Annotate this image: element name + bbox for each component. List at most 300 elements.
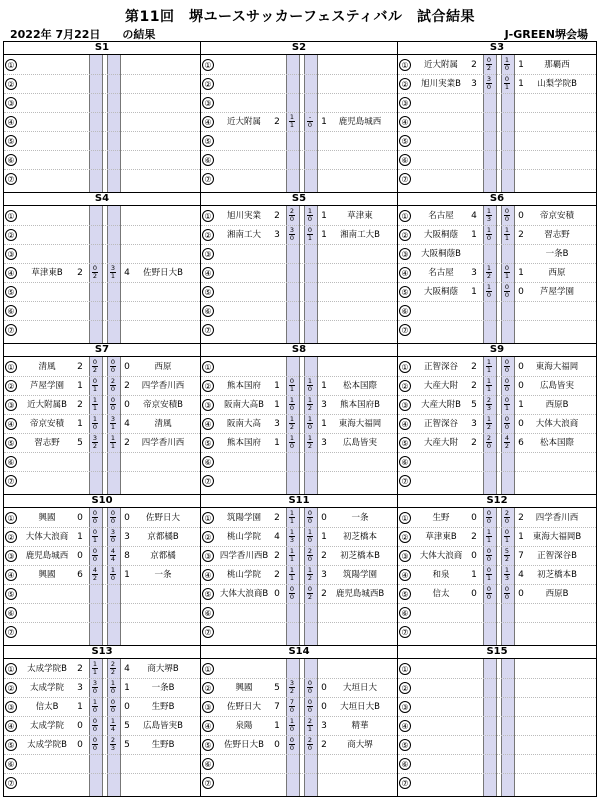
away-team: 習志野 — [544, 230, 570, 240]
away-score: 1 — [124, 570, 130, 580]
home-first-half: 1 — [289, 547, 295, 555]
home-team: 四学香川西B — [219, 551, 269, 561]
home-first-half: 2 — [486, 434, 492, 442]
home-team: 旭川実業 — [226, 211, 261, 221]
home-second-half: 0 — [92, 744, 98, 752]
away-score: 1 — [321, 532, 327, 542]
away-team: 大垣日大 — [342, 683, 377, 693]
home-team: 草津東B — [425, 532, 457, 542]
home-first-half: 3 — [92, 434, 98, 442]
away-team: 芦屋学園 — [539, 287, 574, 297]
away-second-half: 2 — [307, 442, 313, 450]
home-first-half: 0 — [289, 377, 295, 385]
match-number: ⑦ — [5, 475, 17, 487]
match-row — [4, 113, 200, 132]
home-team: 芦屋学園 — [29, 381, 64, 391]
away-first-half: 0 — [307, 585, 313, 593]
home-first-half: 1 — [289, 434, 295, 442]
block-heading: S8 — [201, 344, 397, 357]
home-second-half: 0 — [92, 423, 98, 431]
away-score: 5 — [124, 740, 130, 750]
match-row — [201, 774, 397, 792]
match-number: ⑤ — [202, 437, 214, 449]
home-score: 1 — [471, 570, 477, 580]
match-number: ⑤ — [5, 437, 17, 449]
block-heading: S6 — [398, 193, 596, 206]
away-score: 1 — [518, 532, 524, 542]
match-number: ⑤ — [5, 135, 17, 147]
away-score: 3 — [321, 438, 327, 448]
match-row — [201, 56, 397, 75]
away-team: 東海大福岡 — [535, 362, 579, 372]
away-score: 1 — [518, 60, 524, 70]
away-score: 2 — [321, 551, 327, 561]
match-row — [398, 132, 596, 151]
match-number: ② — [5, 78, 17, 90]
home-second-half: 0 — [92, 517, 98, 525]
match-number: ⑦ — [202, 324, 214, 336]
home-first-half: 3 — [289, 679, 295, 687]
away-team: 一条 — [351, 513, 369, 523]
away-first-half: 4 — [504, 434, 510, 442]
home-second-half: 1 — [92, 668, 98, 676]
match-row — [4, 415, 200, 434]
away-first-half: 0 — [504, 207, 510, 215]
match-block-s4 — [4, 193, 201, 344]
match-row — [398, 717, 596, 736]
home-team: 阪南大高 — [226, 419, 261, 429]
match-row — [398, 509, 596, 528]
home-team: 近大附属 — [226, 117, 261, 127]
home-second-half: 2 — [486, 423, 492, 431]
match-row — [4, 302, 200, 321]
home-second-half: 0 — [289, 234, 295, 242]
home-score: 0 — [77, 513, 83, 523]
away-second-half: 0 — [504, 423, 510, 431]
match-number: ④ — [399, 418, 411, 430]
away-team: 西原 — [154, 362, 172, 372]
home-score: 3 — [471, 419, 477, 429]
away-second-half: 2 — [504, 442, 510, 450]
away-second-half: 1 — [504, 83, 510, 91]
match-row — [398, 264, 596, 283]
match-number: ④ — [202, 720, 214, 732]
home-first-half: 0 — [486, 585, 492, 593]
match-number: ④ — [399, 267, 411, 279]
home-score: 2 — [274, 570, 280, 580]
match-row — [4, 660, 200, 679]
away-first-half: 1 — [307, 528, 313, 536]
away-first-half: 4 — [110, 547, 116, 555]
match-number: ⑤ — [399, 588, 411, 600]
home-second-half: 1 — [289, 555, 295, 563]
block-heading: S15 — [398, 646, 596, 659]
away-team: 鹿児島城西B — [335, 589, 385, 599]
match-row — [201, 415, 397, 434]
away-team: 東海大福岡B — [532, 532, 582, 542]
home-second-half: 0 — [289, 442, 295, 450]
match-row — [398, 170, 596, 188]
home-score: 0 — [274, 589, 280, 599]
home-score: 4 — [274, 532, 280, 542]
away-second-half: 2 — [307, 593, 313, 601]
home-score: 1 — [77, 419, 83, 429]
match-row — [398, 434, 596, 453]
match-block-s10 — [4, 495, 201, 646]
match-number: ⑥ — [202, 154, 214, 166]
match-number: ⑥ — [399, 758, 411, 770]
away-second-half: 0 — [504, 593, 510, 601]
match-row — [201, 264, 397, 283]
away-first-half: 0 — [504, 358, 510, 366]
match-row — [398, 604, 596, 623]
match-row — [201, 547, 397, 566]
home-first-half: 1 — [92, 698, 98, 706]
home-team: 大産大附B — [421, 400, 461, 410]
away-team: 四学香川西 — [141, 381, 185, 391]
home-second-half: 0 — [92, 555, 98, 563]
away-first-half: 2 — [110, 377, 116, 385]
results-grid — [3, 41, 597, 797]
block-heading: S12 — [398, 495, 596, 508]
match-row — [4, 604, 200, 623]
away-team: 商大堺B — [147, 664, 179, 674]
away-second-half: 1 — [504, 234, 510, 242]
home-second-half: 1 — [289, 574, 295, 582]
match-number: ③ — [5, 550, 17, 562]
match-row — [201, 679, 397, 698]
away-first-half: 2 — [504, 509, 510, 517]
home-first-half: 1 — [486, 377, 492, 385]
match-number: ④ — [5, 116, 17, 128]
match-row — [201, 283, 397, 302]
match-row — [398, 207, 596, 226]
home-first-half: 0 — [92, 264, 98, 272]
home-score: 1 — [471, 287, 477, 297]
match-row — [398, 358, 596, 377]
away-team: 松本国際 — [342, 381, 377, 391]
home-team: 大阪桐蔭 — [423, 230, 458, 240]
home-first-half: 1 — [486, 415, 492, 423]
away-first-half: 1 — [307, 377, 313, 385]
match-number: ⑦ — [5, 777, 17, 789]
home-score: 2 — [77, 362, 83, 372]
home-second-half: 0 — [289, 744, 295, 752]
match-number: ① — [399, 663, 411, 675]
match-row — [398, 151, 596, 170]
match-row — [4, 434, 200, 453]
match-row — [201, 151, 397, 170]
home-team: 旭川実業B — [421, 79, 461, 89]
home-first-half: 1 — [289, 509, 295, 517]
match-number: ③ — [399, 399, 411, 411]
match-row — [4, 566, 200, 585]
away-second-half: 3 — [110, 744, 116, 752]
away-team: 生野B — [151, 702, 175, 712]
home-team: 筑陽学園 — [226, 513, 261, 523]
away-team: 西原B — [545, 400, 569, 410]
away-second-half: 0 — [307, 385, 313, 393]
away-first-half: 3 — [110, 415, 116, 423]
match-row — [4, 755, 200, 774]
block-heading: S11 — [201, 495, 397, 508]
away-team: 西原B — [545, 589, 569, 599]
away-score: 0 — [321, 513, 327, 523]
home-first-half: 0 — [289, 736, 295, 744]
match-row — [4, 75, 200, 94]
match-number: ① — [399, 361, 411, 373]
home-team: 和泉 — [432, 570, 450, 580]
match-row — [201, 698, 397, 717]
home-score: 3 — [471, 268, 477, 278]
home-score: 1 — [274, 381, 280, 391]
home-team: 信太 — [432, 589, 450, 599]
match-row — [4, 151, 200, 170]
away-second-half: 0 — [307, 423, 313, 431]
match-row — [4, 245, 200, 264]
away-score: 2 — [124, 438, 130, 448]
away-first-half: 0 — [504, 585, 510, 593]
away-first-half: 0 — [504, 377, 510, 385]
away-second-half: 0 — [110, 706, 116, 714]
home-first-half: 2 — [289, 207, 295, 215]
away-first-half: 1 — [307, 415, 313, 423]
match-number: ⑥ — [202, 456, 214, 468]
home-second-half: 0 — [486, 593, 492, 601]
away-team: 一条B — [151, 683, 175, 693]
away-team: 草津東 — [347, 211, 373, 221]
match-number: ⑤ — [202, 135, 214, 147]
away-score: 4 — [518, 570, 524, 580]
match-number: ① — [5, 512, 17, 524]
home-first-half: 1 — [486, 358, 492, 366]
match-row — [398, 245, 596, 264]
home-second-half: 0 — [92, 706, 98, 714]
home-first-half: 1 — [92, 415, 98, 423]
match-number: ③ — [399, 248, 411, 260]
home-first-half: 0 — [486, 566, 492, 574]
away-first-half: 2 — [307, 547, 313, 555]
home-second-half: 0 — [92, 725, 98, 733]
home-score: 2 — [471, 381, 477, 391]
away-team: 山梨学院B — [537, 79, 577, 89]
home-team: 佐野日大 — [226, 702, 261, 712]
away-second-half: 0 — [504, 64, 510, 72]
home-second-half: 0 — [486, 517, 492, 525]
home-second-half: 2 — [289, 423, 295, 431]
home-second-half: 2 — [92, 442, 98, 450]
home-second-half: 2 — [486, 272, 492, 280]
home-second-half: 3 — [289, 536, 295, 544]
home-second-half: 2 — [92, 574, 98, 582]
home-score: 3 — [274, 230, 280, 240]
away-first-half: 2 — [110, 736, 116, 744]
home-team: 大体大浪商 — [419, 551, 463, 561]
home-score: 7 — [274, 702, 280, 712]
home-second-half: 0 — [289, 215, 295, 223]
match-number: ① — [202, 210, 214, 222]
match-row — [201, 717, 397, 736]
away-team: 四学香川西 — [141, 438, 185, 448]
away-score: 0 — [518, 287, 524, 297]
home-first-half: 2 — [486, 396, 492, 404]
home-team: 興國 — [38, 513, 56, 523]
match-row — [201, 94, 397, 113]
away-score: 3 — [321, 400, 327, 410]
away-second-half: 1 — [504, 272, 510, 280]
match-row — [201, 755, 397, 774]
match-block-s13 — [4, 646, 201, 796]
home-first-half: 1 — [289, 396, 295, 404]
home-second-half: 0 — [486, 442, 492, 450]
match-number: ② — [399, 682, 411, 694]
home-score: 2 — [471, 532, 477, 542]
home-team: 太成学院B — [27, 664, 67, 674]
match-row — [398, 56, 596, 75]
home-score: 3 — [471, 79, 477, 89]
match-block-s15 — [398, 646, 596, 796]
match-row — [201, 396, 397, 415]
match-number: ⑤ — [399, 437, 411, 449]
away-first-half: 2 — [307, 717, 313, 725]
match-number: ③ — [399, 550, 411, 562]
away-score: 1 — [321, 419, 327, 429]
away-second-half: 0 — [110, 517, 116, 525]
match-number: ⑦ — [5, 173, 17, 185]
home-score: 1 — [274, 721, 280, 731]
home-first-half: 1 — [92, 396, 98, 404]
match-number: ⑦ — [399, 475, 411, 487]
match-block-s7 — [4, 344, 201, 495]
away-score: 0 — [124, 702, 130, 712]
away-second-half: 0 — [110, 404, 116, 412]
match-row — [4, 94, 200, 113]
away-second-half: 2 — [307, 404, 313, 412]
home-first-half: 1 — [289, 717, 295, 725]
match-number: ② — [399, 229, 411, 241]
match-number: ⑤ — [5, 286, 17, 298]
home-second-half: 3 — [486, 215, 492, 223]
match-row — [4, 717, 200, 736]
home-team: 太成学院 — [29, 683, 64, 693]
match-number: ② — [202, 682, 214, 694]
home-team: 正智深谷 — [423, 362, 458, 372]
match-number: ⑥ — [202, 305, 214, 317]
away-first-half: 0 — [504, 396, 510, 404]
match-number: ⑦ — [399, 777, 411, 789]
away-second-half: 0 — [504, 517, 510, 525]
match-row — [201, 302, 397, 321]
away-second-half: 2 — [110, 668, 116, 676]
match-block-s2 — [201, 42, 398, 193]
match-number: ⑥ — [399, 456, 411, 468]
away-second-half: 1 — [504, 404, 510, 412]
match-row — [4, 679, 200, 698]
away-first-half: 1 — [307, 566, 313, 574]
home-score: 2 — [77, 268, 83, 278]
away-second-half: 1 — [110, 272, 116, 280]
home-team: 桃山学院 — [226, 570, 261, 580]
home-first-half: 1 — [289, 528, 295, 536]
away-team: 京都橘 — [150, 551, 176, 561]
home-first-half: 3 — [289, 226, 295, 234]
away-first-half: 0 — [504, 528, 510, 536]
match-number: ④ — [202, 569, 214, 581]
away-team: 商大堺 — [347, 740, 373, 750]
match-row — [4, 207, 200, 226]
away-score: 1 — [321, 117, 327, 127]
away-first-half: 2 — [307, 736, 313, 744]
home-score: 5 — [77, 438, 83, 448]
away-team: 大垣日大B — [340, 702, 380, 712]
home-second-half: 1 — [92, 536, 98, 544]
home-score: 5 — [471, 400, 477, 410]
away-second-half: 1 — [110, 442, 116, 450]
away-team: 鹿児島城西 — [338, 117, 382, 127]
match-block-s1 — [4, 42, 201, 193]
home-team: 清風 — [38, 362, 56, 372]
match-number: ① — [399, 59, 411, 71]
away-first-half: 0 — [110, 358, 116, 366]
match-number: ⑤ — [399, 135, 411, 147]
away-score: 6 — [518, 438, 524, 448]
match-number: ⑥ — [5, 456, 17, 468]
away-score: 0 — [321, 702, 327, 712]
match-row — [398, 736, 596, 755]
home-score: 1 — [274, 400, 280, 410]
match-row — [4, 698, 200, 717]
away-first-half: 1 — [504, 56, 510, 64]
match-number: ④ — [399, 116, 411, 128]
away-first-half: 0 — [504, 75, 510, 83]
away-score: 4 — [124, 664, 130, 674]
match-number: ③ — [5, 701, 17, 713]
home-second-half: 1 — [289, 385, 295, 393]
away-team: 初芝橋本 — [342, 532, 377, 542]
match-block-s8 — [201, 344, 398, 495]
match-number: ① — [5, 361, 17, 373]
home-score: 0 — [471, 551, 477, 561]
home-second-half: 2 — [486, 64, 492, 72]
match-number: ③ — [5, 97, 17, 109]
match-block-s11 — [201, 495, 398, 646]
away-score: 0 — [518, 589, 524, 599]
away-first-half: 0 — [307, 509, 313, 517]
home-team: 近大附属 — [423, 60, 458, 70]
home-second-half: 3 — [486, 404, 492, 412]
match-number: ② — [5, 682, 17, 694]
away-second-half: 0 — [307, 517, 313, 525]
home-first-half: 0 — [92, 736, 98, 744]
home-second-half: 1 — [92, 385, 98, 393]
match-row — [398, 321, 596, 339]
home-first-half: 0 — [486, 56, 492, 64]
away-score: 0 — [124, 400, 130, 410]
away-score: 8 — [124, 551, 130, 561]
home-second-half: 0 — [486, 83, 492, 91]
match-row — [4, 547, 200, 566]
home-second-half: 1 — [486, 366, 492, 374]
match-row — [398, 453, 596, 472]
match-row — [398, 566, 596, 585]
away-second-half: 0 — [110, 366, 116, 374]
match-number: ① — [399, 512, 411, 524]
match-row — [4, 509, 200, 528]
away-first-half: 1 — [307, 434, 313, 442]
block-heading: S1 — [4, 42, 200, 55]
match-number: ④ — [5, 720, 17, 732]
block-heading: S2 — [201, 42, 397, 55]
